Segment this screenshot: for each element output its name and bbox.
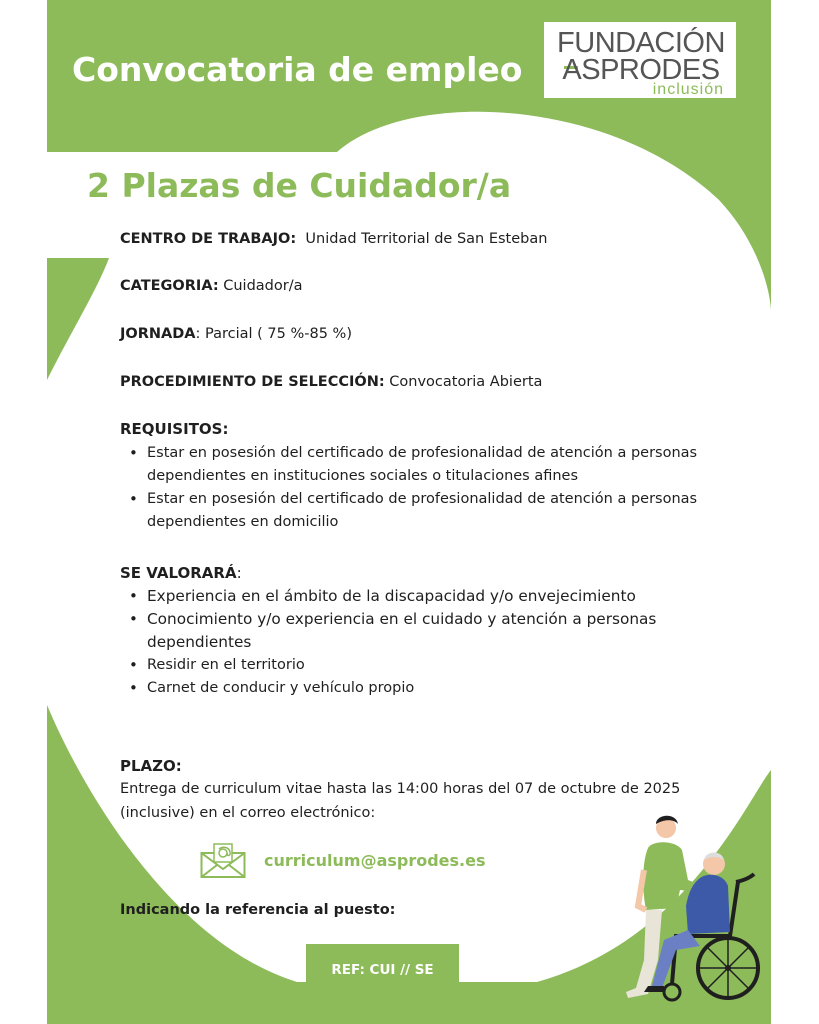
- list-item: • Residir en el territorio: [128, 654, 728, 677]
- field-categoria-label: CATEGORIA:: [120, 278, 219, 294]
- logo-line-fundacion: FUNDACIÓN: [557, 27, 725, 59]
- logo-line-asprodes: ASPRODES: [562, 54, 720, 86]
- valorara-heading-suffix: :: [236, 564, 242, 582]
- field-centro-value: Unidad Territorial de San Esteban: [305, 231, 548, 247]
- email-link[interactable]: curriculum@asprodes.es: [264, 851, 486, 870]
- field-jornada-value: : Parcial ( 75 %-85 %): [195, 326, 352, 342]
- field-jornada: [120, 324, 352, 344]
- list-item: • Experiencia en el ámbito de la discapacidad y/o envejecimiento: [128, 585, 728, 608]
- logo: [544, 22, 736, 98]
- valorara-list: [128, 585, 728, 700]
- plazo-text: Entrega de curriculum vitae hasta las 14:00 horas del 07 de octubre de 2025 (inclusive) en el correo electrónico:: [120, 781, 681, 821]
- field-jornada-label: JORNADA: [120, 326, 196, 342]
- field-procedimiento: [120, 372, 542, 392]
- reference-box: [306, 944, 459, 1000]
- valorara-heading-text: SE VALORARÁ: [120, 564, 237, 582]
- requisitos-heading: REQUISITOS:: [120, 420, 229, 438]
- field-procedimiento-label: PROCEDIMIENTO DE SELECCIÓN:: [120, 374, 385, 390]
- field-procedimiento-value: Convocatoria Abierta: [389, 374, 543, 390]
- list-item: • Carnet de conducir y vehículo propio: [128, 677, 728, 700]
- requisitos-list: [128, 442, 728, 534]
- header-title: Convocatoria de empleo: [72, 50, 523, 89]
- field-categoria-value: Cuidador/a: [223, 278, 303, 294]
- reference-code: REF: CUI // SE: [331, 962, 434, 978]
- field-centro: [120, 229, 547, 249]
- job-title: 2 Plazas de Cuidador/a: [87, 166, 512, 205]
- field-categoria: [120, 276, 302, 296]
- reference-label: Indicando la referencia al puesto:: [120, 902, 396, 918]
- plazo-heading: PLAZO:: [120, 757, 182, 775]
- caregiver-wheelchair-illustration: [618, 810, 768, 1010]
- list-item: • Estar en posesión del certificado de profesionalidad de atención a personas dependientes en instituciones sociales o titulaciones afines: [128, 442, 728, 488]
- list-item: • Estar en posesión del certificado de profesionalidad de atención a personas dependientes en domicilio: [128, 488, 728, 534]
- mail-icon: [200, 843, 246, 879]
- field-centro-label: CENTRO DE TRABAJO:: [120, 231, 297, 247]
- list-item: • Conocimiento y/o experiencia en el cuidado y atención a personas dependientes: [128, 608, 728, 654]
- logo-line-inclusion: inclusión: [652, 81, 724, 98]
- valorara-heading: [120, 563, 242, 583]
